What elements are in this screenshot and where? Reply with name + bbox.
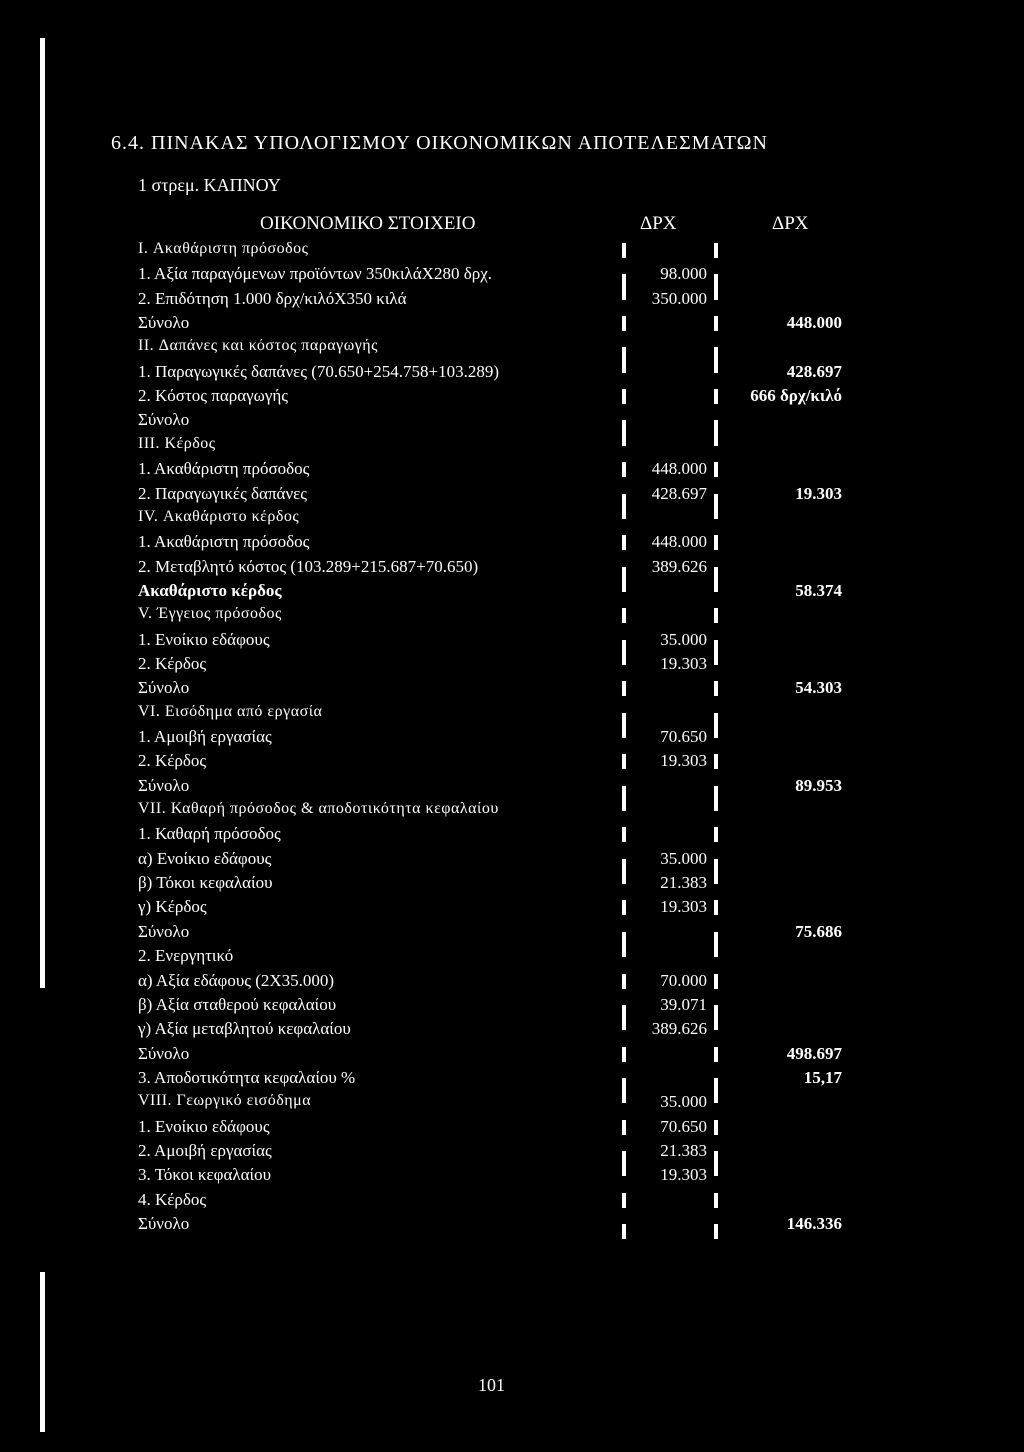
column-rule-mark-right [714,869,718,884]
column-rule-mark-right [714,504,718,519]
table-row [0,1117,1024,1141]
row-value-col2: 146.336 [786,1214,842,1233]
table-row [0,654,1024,678]
table-row [0,824,1024,848]
row-label: Σύνολο [138,410,190,430]
column-rule-mark-right [714,796,718,811]
row-label: β) Τόκοι κεφαλαίου [138,873,273,893]
column-rule-mark-left [622,358,626,373]
table-row [0,1214,1024,1238]
row-label: γ) Αξία μεταβλητού κεφαλαίου [138,1019,351,1039]
row-value-col1: 448.000 [651,459,707,479]
row-label: 2. Κέρδος [138,751,207,771]
row-value-col2: 19.303 [795,483,842,503]
column-rule-mark-left [622,827,626,842]
table-row [0,703,1024,727]
column-rule-mark-left [622,285,626,300]
column-rule-mark-left [622,608,626,623]
row-value-col1: 39.071 [660,994,707,1014]
row-value-col1: 19.303 [660,751,707,771]
row-label: 1. Ακαθάριστη πρόσοδος [138,532,310,552]
table-row [0,971,1024,995]
row-value-col1: 19.303 [660,653,707,673]
row-label: α) Ενοίκιο εδάφους [138,848,272,868]
row-label: 3. Αποδοτικότητα κεφαλαίου % [138,1067,356,1087]
row-value-col1: 389.626 [651,1019,707,1039]
table-row [0,1165,1024,1189]
column-header-item: ΟΙΚΟΝΟΜΙΚΟ ΣΤΟΙΧΕΙΟ [260,213,476,234]
row-label: I. Ακαθάριστη πρόσοδος [138,240,309,257]
table-row [0,459,1024,483]
document-subtitle: 1 στρεμ. ΚΑΠΝΟΥ [138,175,281,195]
column-rule-mark-right [714,462,718,477]
table-row [0,1092,1024,1116]
row-label: 2. Επιδότηση 1.000 δρχ/κιλόΧ350 κιλά [138,288,407,308]
column-rule-mark-right [714,1193,718,1208]
row-value-col1: 35.000 [660,848,707,868]
row-label: 1. Ενοίκιο εδάφους [138,629,270,649]
column-rule-mark-left [622,1088,626,1103]
row-label: 1. Ακαθάριστη πρόσοδος [138,459,310,479]
row-label: α) Αξία εδάφους (2Χ35.000) [138,970,335,990]
table-row [0,1068,1024,1092]
column-rule-mark-left [622,900,626,915]
row-label: 1. Καθαρή πρόσοδος [138,824,281,844]
table-row [0,630,1024,654]
column-rule-mark-right [714,389,718,404]
column-rule-mark-left [622,389,626,404]
table-row [0,873,1024,897]
table-row [0,362,1024,386]
row-value-col2: 54.303 [795,678,842,698]
row-label: 1. Αξία παραγόμενων προϊόντων 350κιλάΧ280 δρχ. [138,264,492,284]
table-row [0,946,1024,970]
column-rule-mark-right [714,577,718,592]
row-label: 1. Ενοίκιο εδάφους [138,1116,270,1136]
row-value-col1: 70.000 [660,970,707,990]
row-value-col2: 89.953 [795,775,842,795]
column-rule-mark-left [622,723,626,738]
column-rule-mark-left [622,1120,626,1135]
column-rule-mark-right [714,358,718,373]
row-label: 2. Κόστος παραγωγής [138,386,288,406]
table-row [0,995,1024,1019]
column-rule-mark-left [622,869,626,884]
column-rule-mark-right [714,316,718,331]
row-label: 4. Κέρδος [138,1189,207,1209]
column-rule-mark-right [714,1047,718,1062]
table-row [0,313,1024,337]
table-row [0,508,1024,532]
table-row [0,532,1024,556]
table-row [0,678,1024,702]
table-row [0,897,1024,921]
row-value-col1: 35.000 [660,1092,707,1112]
row-label: VI. Εισόδημα από εργασία [138,702,323,720]
column-rule-mark-left [622,462,626,477]
row-label: IV. Ακαθάριστο κέρδος [138,507,300,525]
row-value-col1: 70.650 [660,1116,707,1136]
table-row [0,435,1024,459]
row-value-col2: 58.374 [795,580,842,600]
column-rule-mark-right [714,681,718,696]
column-rule-mark-right [714,1088,718,1103]
row-label: Σύνολο [138,1043,190,1063]
column-rule-mark-left [622,1193,626,1208]
column-rule-mark-left [622,1047,626,1062]
column-rule-mark-left [622,1161,626,1176]
row-value-col1: 428.697 [651,483,707,503]
table-row [0,605,1024,629]
table-row [0,800,1024,824]
row-label: VIII. Γεωργικό εισόδημα [138,1092,312,1110]
row-label: 1. Παραγωγικές δαπάνες (70.650+254.758+103.289) [138,361,500,381]
row-value-col1: 350.000 [651,288,707,308]
row-label: Σύνολο [138,313,190,333]
row-value-col2: 666 δρχ/κιλό [750,386,842,406]
column-rule-mark-left [622,796,626,811]
row-value-col1: 21.383 [660,873,707,893]
column-rule-mark-right [714,650,718,665]
row-label: 3. Τόκοι κεφαλαίου [138,1165,271,1185]
row-label: 2. Παραγωγικές δαπάνες [138,483,308,503]
row-label: Σύνολο [138,1214,190,1233]
row-label: γ) Κέρδος [138,897,207,917]
column-rule-mark-left [622,504,626,519]
table-row [0,410,1024,434]
row-label: Σύνολο [138,775,190,795]
row-value-col2: 448.000 [786,313,842,333]
table-row [0,751,1024,775]
row-value-col2: 75.686 [795,921,842,941]
column-rule-mark-left [622,431,626,446]
table-row [0,1044,1024,1068]
column-rule-mark-right [714,900,718,915]
row-label: VII. Καθαρή πρόσοδος & αποδοτικότητα κεφαλαίου [138,800,499,818]
table-row [0,264,1024,288]
column-rule-mark-left [622,1224,626,1239]
row-value-col1: 98.000 [660,264,707,284]
row-label: Ακαθάριστο κέρδος [138,580,282,600]
column-rule-mark-right [714,723,718,738]
row-label: 2. Αμοιβή εργασίας [138,1140,272,1160]
table-row [0,289,1024,313]
left-margin-rule-bottom [40,1272,45,1432]
table-row [0,557,1024,581]
column-rule-mark-right [714,243,718,258]
column-rule-mark-right [714,827,718,842]
table-row [0,776,1024,800]
column-rule-mark-right [714,942,718,957]
table-row [0,849,1024,873]
column-rule-mark-right [714,1224,718,1239]
row-label: II. Δαπάνες και κόστος παραγωγής [138,337,378,355]
column-rule-mark-right [714,974,718,989]
column-rule-mark-right [714,285,718,300]
row-label: Σύνολο [138,678,190,698]
table-row [0,337,1024,361]
row-label: V. Έγγειος πρόσοδος [138,605,282,623]
row-value-col1: 448.000 [651,532,707,552]
page-number: 101 [478,1375,505,1395]
row-value-col1: 35.000 [660,629,707,649]
column-rule-mark-right [714,535,718,550]
row-label: 1. Αμοιβή εργασίας [138,727,272,746]
column-header-drx-1: ΔΡΧ [640,213,677,234]
row-value-col2: 15,17 [803,1067,842,1087]
column-rule-mark-left [622,974,626,989]
row-value-col1: 70.650 [660,727,707,746]
row-value-col1: 19.303 [660,897,707,917]
row-value-col2: 428.697 [786,361,842,381]
table-row [0,1141,1024,1165]
column-rule-mark-right [714,1161,718,1176]
column-rule-mark-right [714,754,718,769]
table-row [0,727,1024,751]
table-row [0,240,1024,264]
column-header-drx-2: ΔΡΧ [772,213,809,234]
column-rule-mark-left [622,1015,626,1030]
row-label: β) Αξία σταθερού κεφαλαίου [138,994,337,1014]
document-title: 6.4. ΠΙΝΑΚΑΣ ΥΠΟΛΟΓΙΣΜΟΥ ΟΙΚΟΝΟΜΙΚΩΝ ΑΠΟΤΕΛΕΣΜΑΤΩΝ [111,132,768,154]
column-rule-mark-left [622,681,626,696]
column-rule-mark-right [714,608,718,623]
column-rule-mark-right [714,1015,718,1030]
column-rule-mark-right [714,431,718,446]
column-rule-mark-left [622,650,626,665]
table-row [0,484,1024,508]
table-row [0,1190,1024,1214]
column-rule-mark-left [622,577,626,592]
column-rule-mark-left [622,316,626,331]
table-row [0,922,1024,946]
column-rule-mark-right [714,1120,718,1135]
table-row [0,1019,1024,1043]
row-label: 2. Ενεργητικό [138,946,234,966]
column-rule-mark-left [622,942,626,957]
table-row [0,581,1024,605]
column-rule-mark-left [622,243,626,258]
column-rule-mark-left [622,535,626,550]
row-label: 2. Κέρδος [138,653,207,673]
row-label: III. Κέρδος [138,434,216,452]
row-value-col1: 19.303 [660,1165,707,1185]
column-rule-mark-left [622,754,626,769]
table-row [0,386,1024,410]
row-label: 2. Μεταβλητό κόστος (103.289+215.687+70.650) [138,556,479,576]
row-value-col1: 389.626 [651,556,707,576]
row-value-col1: 21.383 [660,1140,707,1160]
row-label: Σύνολο [138,921,190,941]
row-value-col2: 498.697 [786,1043,842,1063]
